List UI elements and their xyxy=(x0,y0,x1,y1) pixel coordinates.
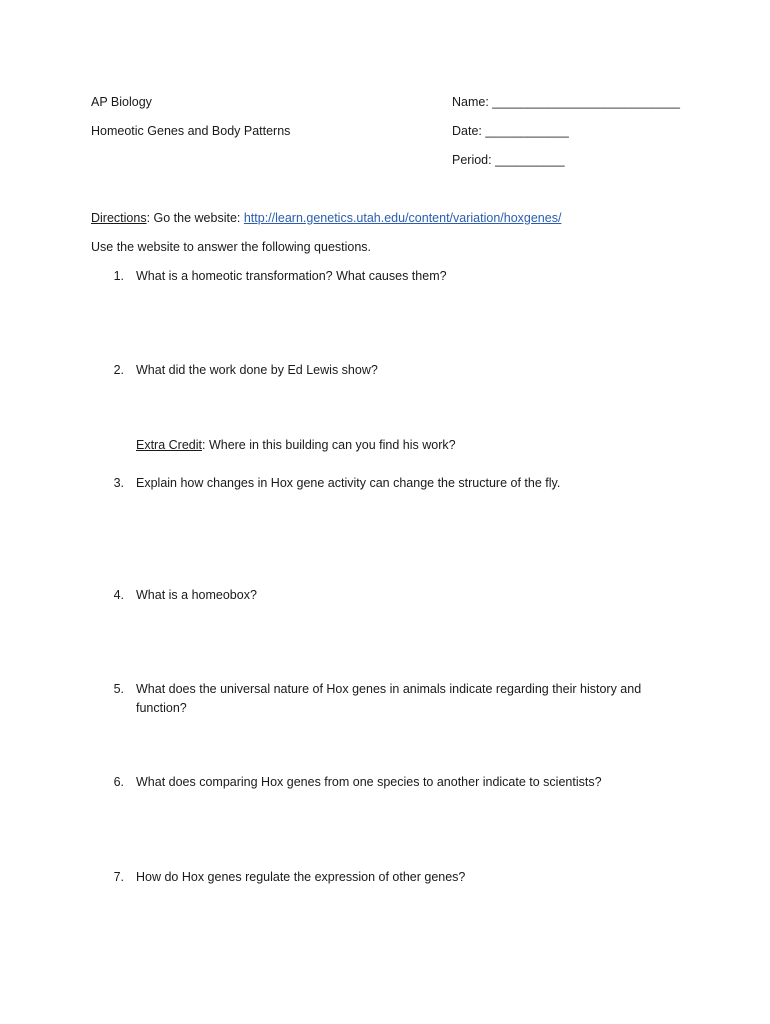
question-text: What does comparing Hox genes from one species to another indicate to scientists? xyxy=(136,775,602,789)
extra-credit-text: : Where in this building can you find his work? xyxy=(202,438,456,452)
question-text: What does the universal nature of Hox genes in animals indicate regarding their history and function? xyxy=(136,682,642,715)
question-number: 4. xyxy=(113,588,124,602)
directions-text: : Go the website: xyxy=(146,211,244,225)
question-text: How do Hox genes regulate the expression of other genes? xyxy=(136,870,466,884)
name-field: Name: ___________________________ xyxy=(452,95,680,109)
question-number: 2. xyxy=(113,363,124,377)
question-text: What did the work done by Ed Lewis show? xyxy=(136,363,378,377)
question-number: 5. xyxy=(113,682,124,696)
course-title: AP Biology xyxy=(91,95,152,109)
instructions: Use the website to answer the following questions. xyxy=(91,240,372,254)
question-number: 6. xyxy=(113,775,124,789)
period-field: Period: __________ xyxy=(452,153,565,167)
date-field: Date: ____________ xyxy=(452,124,569,138)
question-number: 3. xyxy=(113,476,124,490)
question-text: What is a homeobox? xyxy=(136,588,257,602)
question-text: Explain how changes in Hox gene activity can change the structure of the fly. xyxy=(136,476,561,490)
directions-line xyxy=(91,210,561,226)
question-number: 7. xyxy=(113,870,124,884)
directions-label: Directions xyxy=(91,211,147,225)
extra-credit xyxy=(136,437,456,453)
extra-credit-label: Extra Credit xyxy=(136,438,202,452)
website-link[interactable]: http://learn.genetics.utah.edu/content/variation/hoxgenes/ xyxy=(243,211,562,225)
worksheet-topic: Homeotic Genes and Body Patterns xyxy=(91,124,291,138)
question-number: 1. xyxy=(113,269,124,283)
question-text: What is a homeotic transformation? What causes them? xyxy=(136,269,447,283)
